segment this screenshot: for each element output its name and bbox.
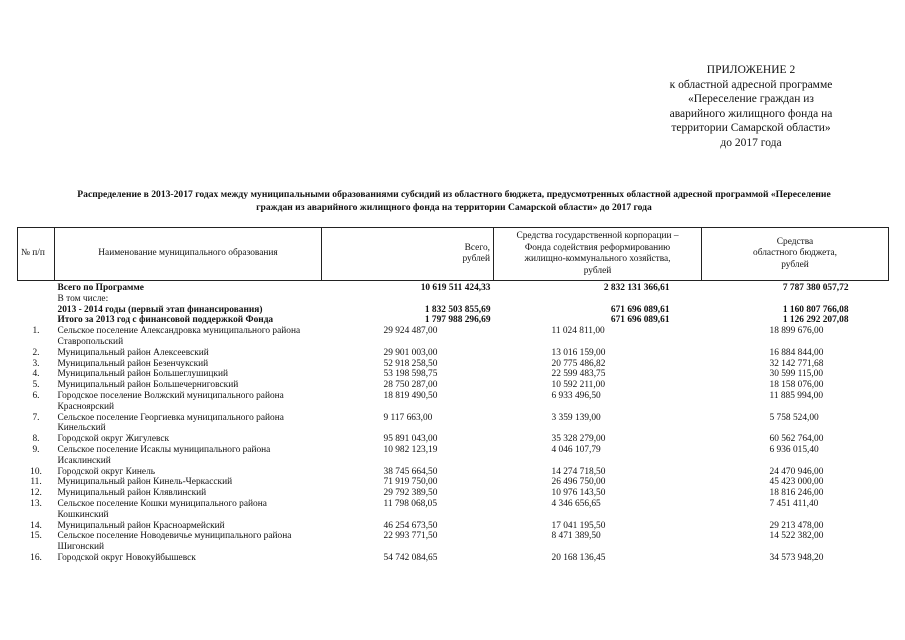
summary-row — [18, 315, 889, 326]
row-total: 22 993 771,50 — [383, 531, 438, 542]
header-region-line: областного бюджета, — [753, 248, 837, 259]
row-name — [55, 391, 322, 413]
table-row — [18, 391, 889, 413]
row-total: 29 901 003,00 — [383, 347, 438, 358]
row-index: 10. — [30, 466, 42, 477]
appendix-line: до 2017 года — [720, 136, 782, 149]
row-name — [55, 488, 322, 499]
row-fund: 10 592 211,00 — [551, 380, 606, 391]
table-row — [18, 499, 889, 521]
row-name-line: Муниципальный район Клявлинский — [57, 488, 207, 499]
municipal-rows — [18, 326, 889, 564]
row-name — [55, 434, 322, 445]
row-fund: 13 016 159,00 — [551, 347, 606, 358]
row-index: 16. — [30, 552, 42, 563]
table-row — [18, 434, 889, 445]
row-fund: 20 168 136,45 — [551, 552, 606, 563]
row-index: 14. — [30, 520, 42, 531]
summary-row — [18, 283, 889, 294]
row-index: 3. — [32, 358, 40, 369]
row-region: 32 142 771,68 — [769, 358, 824, 369]
row-region: 1 126 292 207,08 — [782, 315, 849, 326]
appendix-line: «Переселение граждан из — [688, 93, 814, 106]
row-name-line: Сельское поселение Новодевичье муниципального района — [57, 531, 292, 542]
row-name-line: Муниципальный район Большеглушицкий — [57, 369, 229, 380]
row-total: 9 117 663,00 — [383, 412, 433, 423]
row-name — [55, 413, 322, 435]
row-total: 46 254 673,50 — [383, 520, 438, 531]
row-name — [55, 499, 322, 521]
row-name — [55, 326, 322, 348]
row-index: 15. — [30, 531, 42, 542]
row-total: 28 750 287,00 — [383, 380, 438, 391]
header-index: № п/п — [18, 228, 55, 281]
row-fund: 6 933 496,50 — [551, 390, 601, 401]
row-name-line: Красноярский — [57, 401, 115, 412]
row-fund: 14 274 718,50 — [551, 466, 606, 477]
row-fund: 11 024 811,00 — [551, 326, 605, 337]
row-name — [55, 369, 322, 380]
row-fund: 8 471 389,50 — [551, 531, 601, 542]
header-fund-line: рублей — [583, 265, 612, 276]
header-name: Наименование муниципального образования — [55, 228, 322, 281]
row-name — [55, 477, 322, 488]
row-index: 8. — [32, 434, 40, 445]
row-total: 54 742 084,65 — [383, 552, 438, 563]
row-fund: 35 328 279,00 — [551, 434, 606, 445]
row-name-line: Городской округ Кинель — [57, 466, 156, 477]
row-name-line: Кошкинский — [57, 509, 109, 520]
row-index: 5. — [32, 380, 40, 391]
appendix-line: территории Самарской области» — [671, 122, 831, 135]
row-region: 5 758 524,00 — [769, 412, 819, 423]
appendix-title: ПРИЛОЖЕНИЕ 2 — [706, 64, 796, 76]
row-fund: 2 832 131 366,61 — [603, 283, 670, 293]
row-name-line: Муниципальный район Красноармейский — [57, 520, 225, 531]
header-fund — [494, 228, 702, 281]
table-row — [18, 521, 889, 532]
table-row — [18, 467, 889, 478]
row-region: 6 936 015,40 — [769, 444, 819, 455]
row-name-line: Муниципальный район Большечерниговский — [57, 380, 239, 391]
row-index: 7. — [32, 412, 40, 423]
row-total: 52 918 258,50 — [383, 358, 438, 369]
heading-line: граждан из аварийного жилищного фонда на территории Самарской области» до 2017 года — [256, 202, 652, 213]
row-total: 1 797 988 296,69 — [424, 315, 491, 326]
row-name-line: Городской округ Новокуйбышевск — [57, 552, 196, 563]
header-fund-line: жилищно-коммунального хозяйства, — [524, 254, 671, 264]
row-name-line: Муниципальный район Кинель-Черкасский — [57, 477, 233, 488]
table-row — [18, 348, 889, 359]
header-region-line: рублей — [781, 259, 809, 270]
row-index: 6. — [32, 390, 40, 401]
row-region: 60 562 764,00 — [769, 434, 824, 445]
row-region: 1 160 807 766,08 — [782, 304, 849, 315]
appendix-line: аварийного жилищного фонда на — [669, 107, 833, 120]
row-region: 16 884 844,00 — [769, 347, 824, 358]
row-fund: 671 696 089,61 — [610, 304, 670, 315]
row-total: 71 919 750,00 — [383, 477, 438, 488]
row-total: 29 792 389,50 — [383, 488, 438, 499]
table-row — [18, 531, 889, 553]
row-name-line: Сельское поселение Исаклы муниципального района — [57, 444, 271, 455]
row-name-line: Сельское поселение Георгиевка муниципального района — [57, 412, 284, 423]
row-region: 7 787 380 057,72 — [782, 283, 849, 293]
row-region: 11 885 994,00 — [769, 390, 824, 401]
summary-row — [18, 294, 889, 305]
row-name-line: Шигонский — [57, 542, 105, 553]
row-region: 29 213 478,00 — [769, 520, 824, 531]
table-row — [18, 445, 889, 467]
row-total: 11 798 068,05 — [383, 498, 438, 509]
row-name: В том числе: — [57, 293, 109, 304]
row-name — [55, 553, 322, 564]
row-index: 12. — [30, 488, 42, 499]
row-fund: 4 046 107,79 — [551, 444, 601, 455]
row-name — [55, 467, 322, 478]
row-region: 24 470 946,00 — [769, 466, 824, 477]
header-total-line: Всего, — [464, 242, 490, 253]
appendix-header — [631, 63, 871, 151]
row-region: 34 573 948,20 — [769, 552, 824, 563]
table-header-row — [18, 228, 889, 281]
header-region-line: Средства — [776, 236, 814, 247]
row-total: 10 982 123,19 — [383, 444, 438, 455]
table-row — [18, 369, 889, 380]
subsidy-table — [17, 227, 889, 564]
row-total: 10 619 511 424,33 — [420, 283, 491, 293]
row-name-line: Кинельский — [57, 423, 106, 434]
table-row — [18, 380, 889, 391]
row-name — [55, 348, 322, 359]
row-name: Всего по Программе — [57, 283, 144, 293]
row-region: 18 899 676,00 — [769, 326, 824, 337]
row-region: 30 599 115,00 — [769, 369, 824, 380]
row-name-line: Ставропольский — [57, 336, 124, 347]
header-fund-line: Фонда содействия реформированию — [524, 242, 671, 253]
row-total: 38 745 664,50 — [383, 466, 438, 477]
table-row — [18, 477, 889, 488]
row-name-line: Сельское поселение Кошки муниципального района — [57, 498, 267, 509]
row-total: 53 198 598,75 — [383, 369, 438, 380]
row-index: 13. — [30, 498, 42, 509]
row-name-line: Муниципальный район Алексеевский — [57, 347, 209, 358]
row-fund: 3 359 139,00 — [551, 412, 601, 423]
row-name: Итого за 2013 год с финансовой поддержкой Фонда — [57, 315, 274, 326]
row-fund: 17 041 195,50 — [551, 520, 606, 531]
header-total-line: рублей — [462, 254, 490, 264]
row-region: 7 451 411,40 — [769, 498, 819, 509]
row-name-line: Городской округ Жигулевск — [57, 434, 170, 445]
row-total: 29 924 487,00 — [383, 326, 438, 337]
row-name-line: Городское поселение Волжский муниципального района — [57, 390, 284, 401]
appendix-line: к областной адресной программе — [669, 78, 833, 91]
table-row — [18, 488, 889, 499]
table-row — [18, 359, 889, 370]
row-region: 45 423 000,00 — [769, 477, 824, 488]
row-index: 9. — [32, 444, 40, 455]
row-total: 18 819 490,50 — [383, 390, 438, 401]
row-fund: 671 696 089,61 — [610, 315, 670, 326]
row-name — [55, 359, 322, 370]
row-fund: 22 599 483,75 — [551, 369, 606, 380]
row-fund: 20 775 486,82 — [551, 358, 606, 369]
row-index: 4. — [32, 369, 40, 380]
row-name: 2013 - 2014 годы (первый этап финансирования) — [57, 304, 263, 315]
row-name — [55, 531, 322, 553]
row-name — [55, 380, 322, 391]
heading-line: Распределение в 2013-2017 годах между муниципальными образованиями субсидий из областного бюджета, предусмотренных областной адресной программой «Переселение — [77, 189, 831, 200]
row-fund: 10 976 143,50 — [551, 488, 606, 499]
row-region: 14 522 382,00 — [769, 531, 824, 542]
row-name-line: Исаклинский — [57, 455, 111, 466]
table-row — [18, 326, 889, 348]
row-index: 1. — [32, 326, 40, 337]
row-name — [55, 445, 322, 467]
header-total — [322, 228, 494, 281]
header-region — [702, 228, 889, 281]
table-row — [18, 553, 889, 564]
row-index: 11. — [30, 477, 42, 488]
table-row — [18, 413, 889, 435]
row-region: 18 158 076,00 — [769, 380, 824, 391]
row-fund: 4 346 656,65 — [551, 498, 601, 509]
row-name-line: Муниципальный район Безенчукский — [57, 358, 209, 369]
row-name — [55, 521, 322, 532]
row-region: 18 816 246,00 — [769, 488, 824, 499]
header-fund-line: Средства государственной корпорации – — [516, 231, 679, 241]
summary-row — [18, 305, 889, 316]
row-total: 1 832 503 855,69 — [424, 304, 491, 315]
row-index: 2. — [32, 347, 40, 358]
row-name-line: Сельское поселение Александровка муниципального района — [57, 326, 301, 337]
document-heading — [18, 188, 890, 214]
row-total: 95 891 043,00 — [383, 434, 438, 445]
row-fund: 26 496 750,00 — [551, 477, 606, 488]
